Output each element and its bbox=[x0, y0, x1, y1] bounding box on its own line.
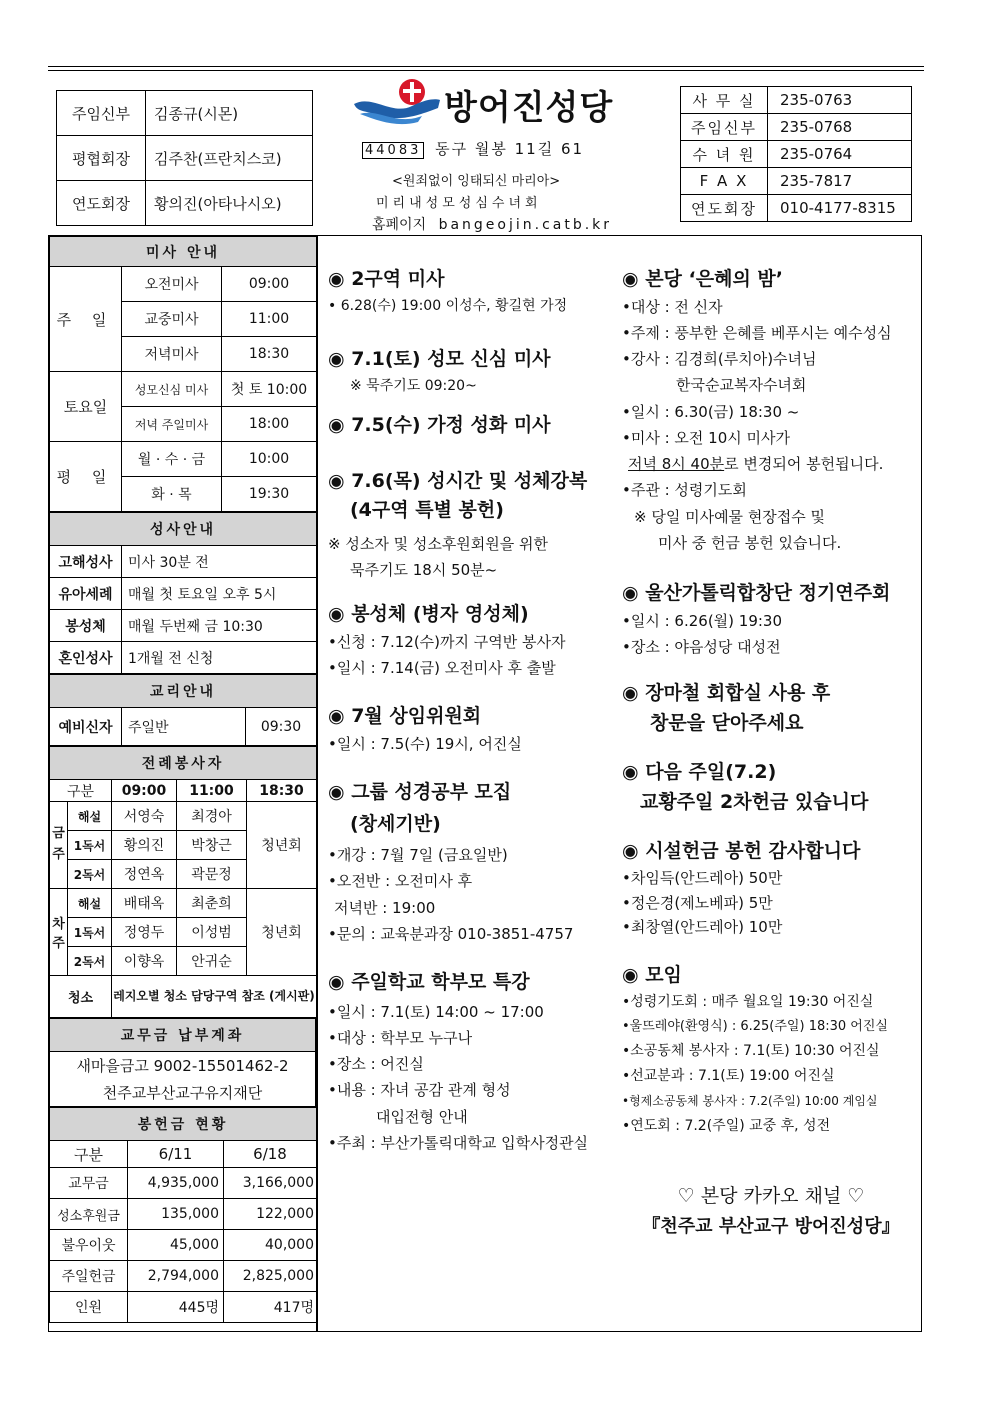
server-name: 황의진 bbox=[112, 831, 177, 860]
bible-study-subtitle: (창세기반) bbox=[350, 812, 441, 835]
leader-name: 김종규(시몬) bbox=[146, 91, 313, 136]
offering-col-header: 6/18 bbox=[224, 1141, 317, 1168]
contact-label: 사 무 실 bbox=[681, 87, 768, 114]
parent-lecture-host: •주최 : 부산가톨릭대학교 입학사정관실 bbox=[328, 1133, 589, 1152]
server-name: 배태옥 bbox=[112, 889, 177, 918]
dues-table bbox=[49, 1018, 316, 1107]
server-name: 안귀순 bbox=[177, 947, 247, 976]
bible-study-morning: •오전반 : 오전미사 후 bbox=[328, 872, 473, 891]
communion-apply: •신청 : 7.12(수)까지 구역반 봉사자 bbox=[328, 632, 566, 651]
sacrament-info: 1개월 전 신청 bbox=[122, 642, 317, 674]
servers-col-header: 구분 bbox=[50, 780, 112, 802]
sacrament-name: 고해성사 bbox=[50, 546, 122, 578]
grace-target: •대상 : 전 신자 bbox=[622, 297, 723, 316]
communion-title: ◉ 봉성체 (병자 영성체) bbox=[328, 603, 529, 626]
cleaning-label: 청소 bbox=[50, 976, 112, 1018]
bible-study-start: •개강 : 7월 7일 (금요일반) bbox=[328, 846, 508, 865]
saturday-label: 토요일 bbox=[50, 372, 122, 442]
mass-name: 교중미사 bbox=[122, 302, 222, 337]
marian-mass-detail: ※ 묵주기도 09:20~ bbox=[350, 377, 477, 394]
mass-time: 09:00 bbox=[222, 267, 317, 302]
mass-time: 첫 토 10:00 bbox=[222, 372, 317, 407]
parent-lecture-target: •대상 : 학부모 누구나 bbox=[328, 1028, 473, 1047]
catechism-title: 교리안내 bbox=[50, 675, 317, 708]
address-line bbox=[362, 138, 584, 159]
mass-time: 18:30 bbox=[222, 337, 317, 372]
dues-owner: 천주교부산교구유지재단 bbox=[50, 1079, 316, 1107]
grace-speaker: •강사 : 김경희(루치아)수녀님 bbox=[622, 350, 817, 369]
contact-label: 수 녀 원 bbox=[681, 141, 768, 168]
server-name: 정영두 bbox=[112, 918, 177, 947]
contact-label: F A X bbox=[681, 168, 768, 195]
servers-table bbox=[49, 746, 317, 1018]
servers-title: 전례봉사자 bbox=[50, 747, 317, 780]
contacts-table bbox=[680, 86, 912, 222]
kakao-channel: ♡ 본당 카카오 채널 ♡ bbox=[677, 1184, 865, 1207]
sacraments-table bbox=[49, 512, 317, 674]
leader-name: 김주찬(프란치스코) bbox=[146, 136, 313, 181]
sacrament-info: 매월 두번째 금 10:30 bbox=[122, 610, 317, 642]
homepage-link[interactable]: bangeojin.catb.kr bbox=[438, 217, 613, 233]
middle-column bbox=[328, 266, 618, 1156]
offering-amount: 45,000 bbox=[128, 1230, 224, 1261]
communion-date: •일시 : 7.14(금) 오전미사 후 출발 bbox=[328, 659, 556, 678]
server-name: 최춘희 bbox=[177, 889, 247, 918]
bible-study-title: ◉ 그룹 성경공부 모집 bbox=[328, 781, 512, 804]
sacrament-info: 매월 첫 토요일 오후 5시 bbox=[122, 578, 317, 610]
offering-category: 교무금 bbox=[50, 1168, 128, 1199]
facility-thanks-title: ◉ 시설헌금 봉헌 감사합니다 bbox=[622, 840, 861, 863]
offering-amount: 3,166,000 bbox=[224, 1168, 317, 1199]
rainy-season-subtitle: 창문을 닫아주세요 bbox=[650, 711, 804, 734]
contact-number: 010-4177-8315 bbox=[768, 195, 912, 222]
servers-col-header: 11:00 bbox=[177, 780, 247, 802]
server-name: 이성범 bbox=[177, 918, 247, 947]
contact-label: 연도회장 bbox=[681, 195, 768, 222]
donor: •차임득(안드레아) 50만 bbox=[622, 868, 783, 887]
meeting-item: •성령기도회 : 매주 월요일 19:30 어진실 bbox=[622, 993, 874, 1010]
contact-number: 235-7817 bbox=[768, 168, 912, 195]
family-mass-title: ◉ 7.5(수) 가정 성화 미사 bbox=[328, 414, 551, 437]
meeting-item: •형제소공동체 봉사자 : 7.2(주일) 10:00 계임실 bbox=[622, 1094, 878, 1109]
offering-amount: 122,000 bbox=[224, 1199, 317, 1230]
server-role: 해설 bbox=[68, 889, 112, 918]
cleaning-text: 레지오별 청소 담당구역 참조 (게시판) bbox=[112, 976, 317, 1018]
mass-title: 미사 안내 bbox=[50, 237, 317, 267]
offering-category: 인원 bbox=[50, 1292, 128, 1323]
server-name: 곽문정 bbox=[177, 860, 247, 889]
homepage-label: 홈페이지 bbox=[372, 217, 427, 233]
server-name: 정연옥 bbox=[112, 860, 177, 889]
meeting-item: •연도회 : 7.2(주일) 교중 후, 성전 bbox=[622, 1117, 831, 1134]
next-sunday-subtitle: 교황주일 2차헌금 있습니다 bbox=[640, 790, 869, 813]
leader-role: 연도회장 bbox=[57, 181, 146, 226]
bible-study-contact: •문의 : 교육분과장 010-3851-4757 bbox=[328, 924, 574, 943]
holyhour-note: ※ 성소자 및 성소후원회원을 위한 bbox=[328, 534, 549, 553]
sisters: 미리내성모성심수녀회 bbox=[376, 196, 542, 211]
offering-category: 주일헌금 bbox=[50, 1261, 128, 1292]
next-week-label: 차주 bbox=[50, 889, 68, 976]
catechism-label: 예비신자 bbox=[50, 708, 122, 746]
mass-table bbox=[49, 236, 317, 512]
leader-name: 황의진(아타나시오) bbox=[146, 181, 313, 226]
council-title: ◉ 7월 상임위원회 bbox=[328, 705, 482, 728]
dues-title: 교무금 납부계좌 bbox=[50, 1019, 316, 1052]
motto: <원죄없이 잉태되신 마리아> bbox=[392, 174, 561, 189]
offering-amount: 4,935,000 bbox=[128, 1168, 224, 1199]
server-evening: 청년회 bbox=[247, 889, 317, 976]
mass-name: 저녁미사 bbox=[122, 337, 222, 372]
mass-time: 10:00 bbox=[222, 442, 317, 477]
offering-category: 불우이웃 bbox=[50, 1230, 128, 1261]
servers-col-header: 18:30 bbox=[247, 780, 317, 802]
meeting-item: •선교분과 : 7.1(토) 19:00 어진실 bbox=[622, 1068, 835, 1085]
homepage-line bbox=[372, 214, 612, 234]
parent-lecture-content: •내용 : 자녀 공감 관계 형성 bbox=[328, 1081, 511, 1100]
contact-number: 235-0768 bbox=[768, 114, 912, 141]
sacrament-name: 혼인성사 bbox=[50, 642, 122, 674]
server-role: 2독서 bbox=[68, 860, 112, 889]
meetings-title: ◉ 모임 bbox=[622, 964, 682, 987]
dues-account: 새마을금고 9002-15501462-2 bbox=[50, 1052, 316, 1080]
grace-mass-change-text: 로 변경되어 봉헌됩니다. bbox=[724, 455, 884, 474]
meeting-item: •울뜨레야(환영식) : 6.25(주일) 18:30 어진실 bbox=[622, 1018, 888, 1034]
catechism-day: 주일반 bbox=[122, 708, 246, 746]
offering-title: 봉헌금 현황 bbox=[50, 1108, 317, 1141]
server-role: 2독서 bbox=[68, 947, 112, 976]
offering-table bbox=[49, 1107, 317, 1323]
top-rule-2 bbox=[48, 70, 924, 71]
leader-role: 주임신부 bbox=[57, 91, 146, 136]
mass-name: 월 · 수 · 금 bbox=[122, 442, 222, 477]
server-name: 이향옥 bbox=[112, 947, 177, 976]
marian-mass-title: ◉ 7.1(토) 성모 신심 미사 bbox=[328, 348, 551, 371]
choir-place: •장소 : 야음성당 대성전 bbox=[622, 637, 781, 656]
sunday-label: 주 일 bbox=[50, 267, 122, 372]
offering-col-header: 6/11 bbox=[128, 1141, 224, 1168]
offering-amount: 445명 bbox=[128, 1292, 224, 1323]
server-name: 서영숙 bbox=[112, 802, 177, 831]
parent-lecture-content-2: 대입전형 안내 bbox=[376, 1107, 468, 1126]
server-role: 해설 bbox=[68, 802, 112, 831]
mass-name: 화 · 목 bbox=[122, 477, 222, 512]
choir-concert-title: ◉ 울산가톨릭합창단 정기연주회 bbox=[622, 582, 891, 605]
parish-name: 방어진성당 bbox=[444, 88, 614, 128]
offering-amount: 40,000 bbox=[224, 1230, 317, 1261]
mass-time: 18:00 bbox=[222, 407, 317, 442]
sacrament-info: 미사 30분 전 bbox=[122, 546, 317, 578]
this-week-label: 금주 bbox=[50, 802, 68, 889]
mass-name: 저녁 주일미사 bbox=[122, 407, 222, 442]
holyhour-subtitle: (4구역 특별 봉헌) bbox=[350, 499, 504, 522]
offering-amount: 2,794,000 bbox=[128, 1261, 224, 1292]
contact-number: 235-0763 bbox=[768, 87, 912, 114]
server-name: 최경아 bbox=[177, 802, 247, 831]
holyhour-note-2: 묵주기도 18시 50분~ bbox=[350, 560, 498, 579]
zone2-mass-title: ◉ 2구역 미사 bbox=[328, 268, 445, 290]
grace-mass-change bbox=[622, 451, 920, 477]
parish-logo bbox=[352, 74, 442, 126]
server-name: 박창근 bbox=[177, 831, 247, 860]
server-evening: 청년회 bbox=[247, 802, 317, 889]
mass-name: 오전미사 bbox=[122, 267, 222, 302]
left-column bbox=[49, 236, 316, 1323]
grace-note: ※ 당일 미사예물 현장접수 및 bbox=[634, 507, 826, 526]
grace-host: •주관 : 성령기도회 bbox=[622, 481, 747, 500]
donor: •정은경(제노베파) 5만 bbox=[622, 893, 773, 912]
rainy-season-title: ◉ 장마철 회합실 사용 후 bbox=[622, 682, 831, 705]
grace-note-2: 미사 중 헌금 봉헌 있습니다. bbox=[658, 533, 842, 552]
catechism-time: 09:30 bbox=[246, 708, 317, 746]
parent-lecture-place: •장소 : 어진실 bbox=[328, 1055, 424, 1074]
grace-speaker-order: 한국순교복자수녀회 bbox=[676, 376, 807, 395]
meeting-item: •소공동체 봉사자 : 7.1(토) 10:30 어진실 bbox=[622, 1043, 880, 1060]
council-date: •일시 : 7.5(수) 19시, 어진실 bbox=[328, 734, 522, 753]
offering-amount: 2,825,000 bbox=[224, 1261, 317, 1292]
contact-number: 235-0764 bbox=[768, 141, 912, 168]
leaders-table bbox=[56, 90, 313, 226]
grace-theme: •주제 : 풍부한 은혜를 베푸시는 예수성심 bbox=[622, 323, 892, 342]
address: 동구 월봉 11길 61 bbox=[435, 140, 585, 158]
grace-mass-time: 저녁 8시 40분 bbox=[628, 455, 725, 474]
mass-name: 성모신심 미사 bbox=[122, 372, 222, 407]
servers-col-header: 09:00 bbox=[112, 780, 177, 802]
zone2-mass-detail: • 6.28(수) 19:00 이성수, 황길현 가정 bbox=[328, 297, 568, 314]
grace-date: •일시 : 6.30(금) 18:30 ~ bbox=[622, 402, 800, 421]
sacrament-name: 유아세례 bbox=[50, 578, 122, 610]
right-column bbox=[622, 266, 920, 1240]
server-role: 1독서 bbox=[68, 918, 112, 947]
top-rule bbox=[48, 66, 924, 67]
catechism-table bbox=[49, 674, 317, 746]
offering-amount: 135,000 bbox=[128, 1199, 224, 1230]
sacraments-title: 성사안내 bbox=[50, 513, 317, 546]
donor: •최창열(안드레아) 10만 bbox=[622, 918, 783, 937]
mass-time: 19:30 bbox=[222, 477, 317, 512]
offering-col-header: 구분 bbox=[50, 1141, 128, 1168]
contact-label: 주임신부 bbox=[681, 114, 768, 141]
bible-study-evening: 저녁반 : 19:00 bbox=[334, 898, 436, 917]
sacrament-name: 봉성체 bbox=[50, 610, 122, 642]
main-body bbox=[48, 235, 922, 1332]
choir-date: •일시 : 6.26(월) 19:30 bbox=[622, 611, 783, 630]
kakao-channel-name[interactable]: 『천주교 부산교구 방어진성당』 bbox=[642, 1216, 900, 1238]
weekday-label: 평 일 bbox=[50, 442, 122, 512]
parent-lecture-date: •일시 : 7.1(토) 14:00 ~ 17:00 bbox=[328, 1002, 544, 1021]
leader-role: 평협회장 bbox=[57, 136, 146, 181]
next-sunday-title: ◉ 다음 주일(7.2) bbox=[622, 761, 777, 784]
postal-code: 44083 bbox=[362, 142, 424, 159]
grace-mass: •미사 : 오전 10시 미사가 bbox=[622, 428, 790, 447]
grace-night-title: ◉ 본당 ‘은혜의 밤’ bbox=[622, 268, 783, 290]
offering-amount: 417명 bbox=[224, 1292, 317, 1323]
mass-time: 11:00 bbox=[222, 302, 317, 337]
holyhour-title: ◉ 7.6(목) 성시간 및 성체강복 bbox=[328, 469, 588, 492]
offering-category: 성소후원금 bbox=[50, 1199, 128, 1230]
server-role: 1독서 bbox=[68, 831, 112, 860]
parent-lecture-title: ◉ 주일학교 학부모 특강 bbox=[328, 971, 530, 994]
